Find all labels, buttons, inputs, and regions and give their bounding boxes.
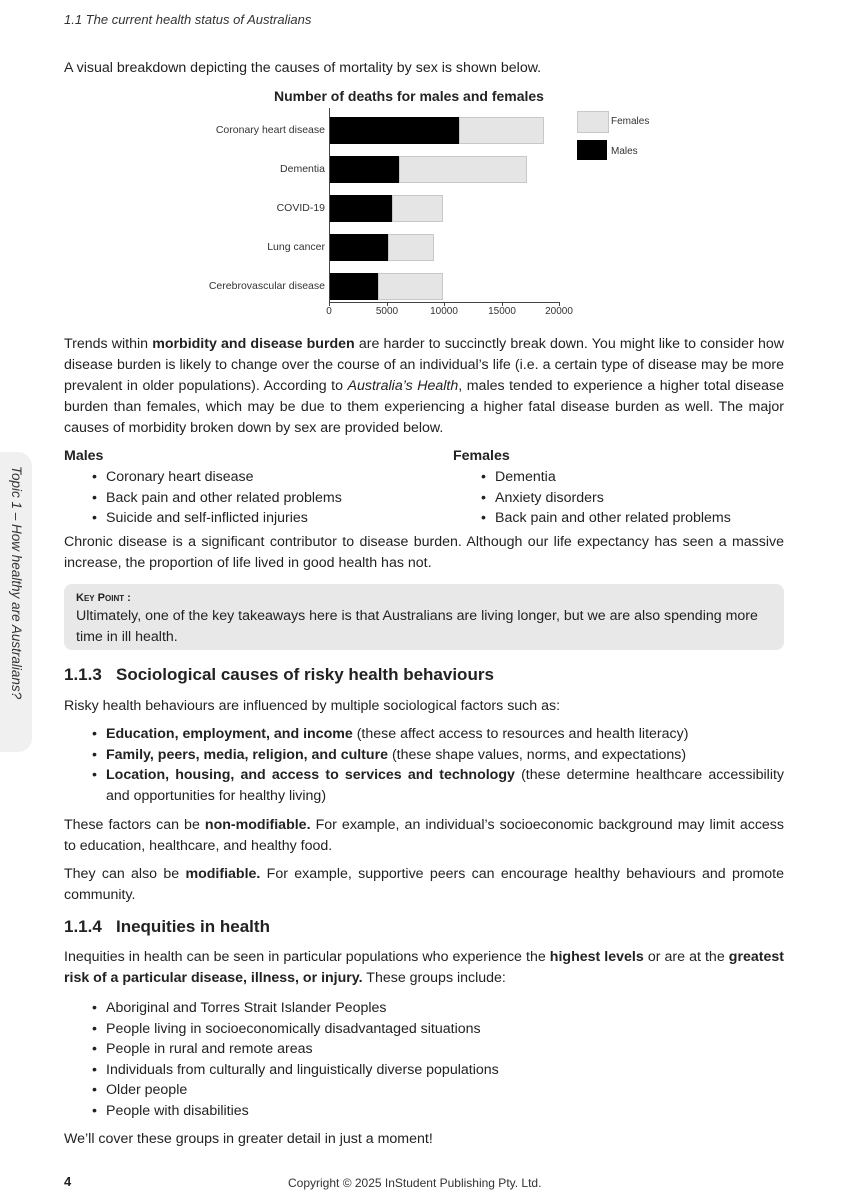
section-113-heading: 1.1.3 Sociological causes of risky health behaviours: [64, 665, 494, 684]
bar-segment-males: [329, 156, 399, 183]
list-item: • Individuals from culturally and linguistically diverse populations: [84, 1060, 499, 1081]
bar-segment-males: [329, 195, 392, 222]
key-point-label: Key Point :: [76, 592, 131, 604]
category-label: Dementia: [280, 163, 325, 175]
key-point-text: Ultimately, one of the key takeaways here is that Australians are living longer, but we are also spending more time in ill health.: [76, 608, 758, 645]
modifiable-paragraph: They can also be modifiable. For example, supportive peers can encourage healthy behaviours and promote community.: [64, 866, 784, 903]
list-item: • Education, employment, and income (these affect access to resources and health literacy): [84, 724, 784, 745]
y-axis: [329, 108, 330, 302]
chronic-paragraph: Chronic disease is a significant contributor to disease burden. Although our life expectancy has seen a massive increase, the proportion of life lived in good health has not.: [64, 534, 784, 571]
list-item: • People living in socioeconomically disadvantaged situations: [84, 1019, 499, 1040]
x-tick-label: 20000: [545, 306, 573, 317]
list-item: • Older people: [84, 1080, 499, 1101]
key-point-box: [64, 584, 784, 650]
females-heading: Females: [453, 448, 510, 464]
legend-label-males: Males: [611, 146, 638, 157]
page-number: 4: [64, 1174, 72, 1189]
males-heading: Males: [64, 448, 104, 464]
x-tick-label: 15000: [488, 306, 516, 317]
category-label: Coronary heart disease: [215, 124, 325, 136]
chart-title: Number of deaths for males and females: [274, 88, 544, 104]
section-114-intro: Inequities in health can be seen in particular populations who experience the highest levels or are at the greatest risk of a particular disease, illness, or injury. These groups include:: [64, 949, 784, 986]
legend-swatch-males: [577, 140, 607, 160]
list-item: • People in rural and remote areas: [84, 1039, 499, 1060]
inequity-groups-list: [84, 998, 499, 1121]
list-item: • Coronary heart disease: [84, 467, 342, 488]
bar-segment-males: [329, 234, 388, 261]
bar-segment-females: [459, 117, 544, 144]
list-item: • People with disabilities: [84, 1101, 499, 1122]
bar-segment-males: [329, 117, 459, 144]
bar-segment-females: [378, 273, 442, 300]
copyright: Copyright © 2025 InStudent Publishing Pty. Ltd.: [288, 1176, 542, 1190]
legend-label-females: Females: [611, 116, 650, 127]
list-item: • Family, peers, media, religion, and culture (these shape values, norms, and expectations): [84, 745, 784, 766]
section-113-intro: Risky health behaviours are influenced by multiple sociological factors such as:: [64, 698, 561, 714]
morbidity-paragraph: Trends within morbidity and disease burden are harder to succinctly break down. You might like to consider how disease burden is likely to change over the course of an individual’s life (i.e. a certain type of disease may be more prevalent in older populations). According to Australia’s Health, males tended to experience a higher total disease burden than females, which may be due to them experiencing a higher fatal disease burden as well. The major causes of morbidity broken down by sex are provided below.: [64, 336, 784, 436]
list-item: • Location, housing, and access to services and technology (these determine healthcare accessibility and opportunities for healthy living): [84, 765, 784, 806]
section-114-heading: 1.1.4 Inequities in health: [64, 917, 270, 936]
category-label: COVID-19: [276, 202, 325, 214]
running-header: 1.1 The current health status of Australians: [64, 12, 312, 27]
non-modifiable-paragraph: These factors can be non-modifiable. For example, an individual’s socioeconomic background may limit access to education, healthcare, and healthy food.: [64, 817, 784, 854]
bar-segment-females: [399, 156, 527, 183]
list-item: • Dementia: [473, 467, 731, 488]
category-label: Lung cancer: [267, 241, 325, 253]
closing-text: We’ll cover these groups in greater detail in just a moment!: [64, 1131, 433, 1147]
list-item: • Back pain and other related problems: [473, 508, 731, 529]
x-tick-label: 5000: [375, 306, 399, 317]
list-item: • Aboriginal and Torres Strait Islander Peoples: [84, 998, 499, 1019]
males-list: [84, 467, 342, 529]
topic-side-tab: Topic 1 – How healthy are Australians?: [0, 452, 32, 752]
category-label: Cerebrovascular disease: [208, 280, 325, 292]
legend-swatch-females: [577, 111, 609, 133]
x-tick-label: 10000: [430, 306, 458, 317]
bar-segment-females: [392, 195, 443, 222]
bar-segment-males: [329, 273, 378, 300]
list-item: • Suicide and self-inflicted injuries: [84, 508, 342, 529]
list-item: • Anxiety disorders: [473, 488, 731, 509]
bar-segment-females: [388, 234, 434, 261]
females-list: [473, 467, 731, 529]
list-item: • Back pain and other related problems: [84, 488, 342, 509]
intro-text: A visual breakdown depicting the causes of mortality by sex is shown below.: [64, 60, 542, 76]
x-tick-label: 0: [326, 306, 332, 317]
sociological-factors-list: [84, 724, 784, 806]
